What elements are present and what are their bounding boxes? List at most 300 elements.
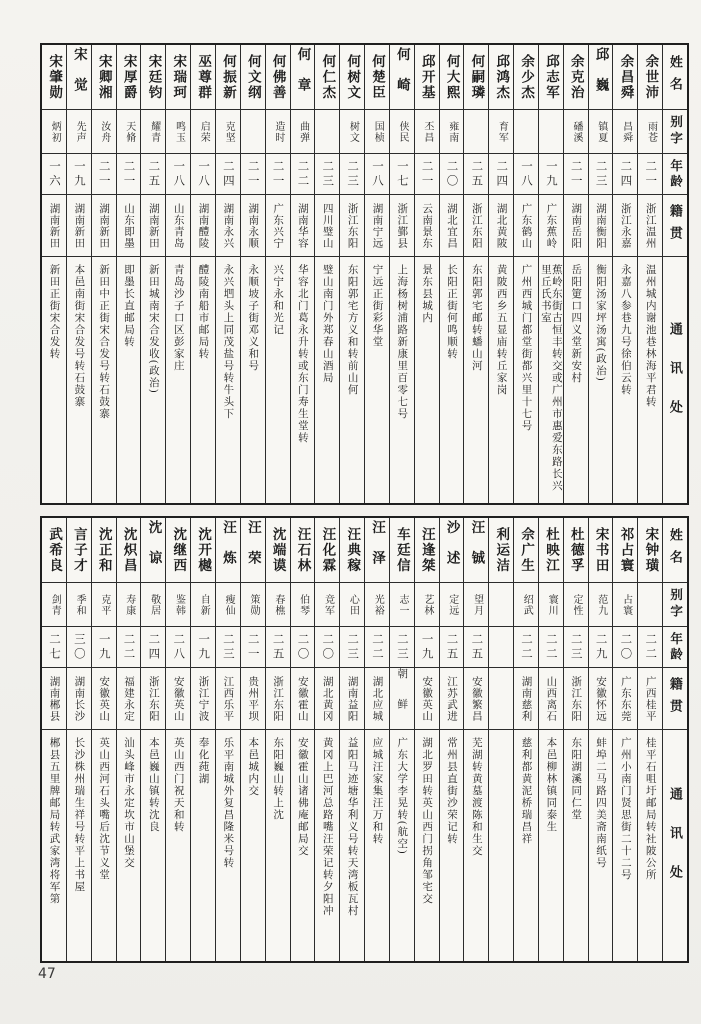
courtesy-text: 天脩	[123, 120, 135, 143]
age-text: 一八	[370, 159, 383, 189]
courtesy-cell	[117, 110, 141, 154]
name-text: 何振新	[220, 53, 236, 101]
origin-text: 山西离石	[545, 675, 557, 722]
origin-text: 湖北应城	[371, 675, 383, 722]
origin-cell	[141, 195, 165, 257]
courtesy-text: 定远	[446, 593, 458, 616]
origin-text: 湖南永顺	[247, 202, 259, 249]
origin-cell	[564, 195, 588, 257]
person-column	[42, 45, 66, 503]
origin-cell	[117, 195, 141, 257]
contact-text: 东阳郭宅方义和转前山何	[346, 264, 358, 396]
courtesy-cell	[216, 110, 240, 154]
contact-text: 英山西门祝天和转	[172, 737, 184, 833]
age-cell	[117, 627, 141, 668]
origin-text: 广东蕉岭	[545, 202, 557, 249]
courtesy-text: 占寰	[620, 593, 632, 616]
person-column	[612, 518, 637, 961]
person-column	[140, 45, 165, 503]
name-cell	[241, 45, 265, 110]
age-text: 二三	[594, 159, 607, 189]
contact-cell	[564, 730, 588, 961]
origin-text: 安徽英山	[98, 675, 110, 722]
contact-cell	[440, 730, 464, 961]
person-column	[588, 518, 613, 961]
person-column	[116, 518, 141, 961]
header-contact-cell	[663, 257, 687, 503]
name-text: 汪铖	[469, 519, 485, 581]
courtesy-text: 昌舜	[620, 120, 632, 143]
header-age-text: 年龄	[668, 631, 683, 663]
courtesy-cell	[67, 110, 91, 154]
contact-text: 英山西河石头嘴后沈节义堂	[98, 737, 110, 881]
person-column	[290, 518, 315, 961]
person-column	[637, 45, 662, 503]
name-cell	[315, 45, 339, 110]
origin-text: 安徽怀远	[595, 675, 607, 722]
age-text: 三〇	[72, 632, 85, 662]
person-column	[414, 45, 439, 503]
courtesy-text: 鉴韩	[173, 593, 185, 616]
origin-cell	[415, 668, 439, 730]
name-text: 汪典稼	[345, 526, 361, 574]
contact-text: 应城汪家集汪万和转	[371, 737, 383, 845]
header-courtesy-cell	[663, 583, 687, 627]
name-cell	[42, 518, 66, 583]
name-text: 邱巍	[593, 46, 609, 108]
contact-text: 岳阳筻口四义堂新安村	[570, 264, 582, 384]
courtesy-text: 自新	[198, 593, 210, 616]
person-column	[439, 518, 464, 961]
courtesy-text: 竞军	[322, 593, 334, 616]
courtesy-text: 伯琴	[297, 593, 309, 616]
age-text: 二二	[296, 159, 309, 189]
age-cell	[216, 154, 240, 195]
name-text: 汪逢桀	[419, 526, 435, 574]
age-text: 二一	[420, 159, 433, 189]
person-column	[240, 45, 265, 503]
header-column	[662, 45, 687, 503]
name-text: 汪荣	[245, 519, 261, 581]
person-column	[290, 45, 315, 503]
courtesy-cell	[241, 583, 265, 627]
contact-cell	[92, 730, 116, 961]
origin-cell	[291, 195, 315, 257]
courtesy-text: 敬居	[148, 593, 160, 616]
age-cell	[266, 154, 290, 195]
origin-cell	[539, 195, 563, 257]
name-cell	[638, 45, 662, 110]
contact-text: 安徽霍山诸佛庵邮局交	[296, 737, 308, 857]
contact-cell	[514, 730, 538, 961]
contact-cell	[340, 257, 364, 503]
person-column	[215, 45, 240, 503]
courtesy-text: 绍武	[521, 593, 533, 616]
origin-text: 山东青岛	[172, 202, 184, 249]
contact-text: 上海杨树浦路新康里百零七号	[396, 264, 408, 420]
origin-cell	[514, 195, 538, 257]
origin-text: 贵州平坝	[247, 675, 259, 722]
person-column	[513, 518, 538, 961]
age-text: 二〇	[619, 632, 632, 662]
name-cell	[92, 518, 116, 583]
name-text: 邱开基	[419, 53, 435, 101]
header-courtesy-cell	[663, 110, 687, 154]
name-cell	[638, 518, 662, 583]
origin-text: 湖南衡阳	[595, 202, 607, 249]
origin-text: 湖南新田	[147, 202, 159, 249]
age-text: 一九	[72, 159, 85, 189]
origin-text: 安徽英山	[421, 675, 433, 722]
courtesy-cell	[539, 583, 563, 627]
contact-cell	[191, 730, 215, 961]
age-cell	[390, 154, 414, 195]
name-text: 沈炽昌	[121, 526, 137, 574]
name-cell	[141, 45, 165, 110]
name-text: 佘广生	[519, 526, 535, 574]
age-cell	[464, 154, 488, 195]
person-column	[265, 45, 290, 503]
age-cell	[315, 154, 339, 195]
contact-cell	[266, 730, 290, 961]
name-text: 巫尊群	[196, 53, 212, 101]
contact-text: 本邑南街宋合发号转石鼓寨	[73, 264, 85, 408]
courtesy-text: 志一	[397, 593, 409, 616]
contact-cell	[266, 257, 290, 503]
name-cell	[365, 45, 389, 110]
name-cell	[390, 45, 414, 110]
age-cell	[613, 154, 637, 195]
courtesy-text: 克坚	[223, 120, 235, 143]
name-cell	[589, 45, 613, 110]
courtesy-cell	[340, 110, 364, 154]
name-cell	[266, 518, 290, 583]
age-cell	[539, 154, 563, 195]
courtesy-text: 育军	[496, 120, 508, 143]
person-column	[165, 518, 190, 961]
contact-text: 慈利都黄泥桥瑞昌祥	[520, 737, 532, 845]
person-column	[265, 518, 290, 961]
age-text: 一七	[395, 159, 408, 189]
age-text: 二二	[370, 632, 383, 662]
contact-cell	[216, 730, 240, 961]
courtesy-text: 汝舟	[98, 120, 110, 143]
name-text: 沈正和	[96, 526, 112, 574]
contact-cell	[415, 257, 439, 503]
origin-text: 浙江鄞县	[396, 202, 408, 249]
origin-cell	[440, 668, 464, 730]
courtesy-cell	[191, 110, 215, 154]
person-column	[389, 518, 414, 961]
name-cell	[191, 45, 215, 110]
courtesy-text: 鸣玉	[173, 120, 185, 143]
courtesy-text: 寰川	[546, 593, 558, 616]
name-text: 沈开樾	[196, 526, 212, 574]
age-cell	[564, 154, 588, 195]
contact-cell	[440, 257, 464, 503]
age-cell	[514, 627, 538, 668]
age-text: 一九	[97, 632, 110, 662]
origin-text: 浙江东阳	[272, 675, 284, 722]
name-cell	[141, 518, 165, 583]
origin-text: 浙江东阳	[570, 675, 582, 722]
name-cell	[117, 518, 141, 583]
origin-text: 湖南新田	[73, 202, 85, 249]
name-text: 宋卿湘	[96, 53, 112, 101]
name-text: 沙述	[444, 519, 460, 581]
courtesy-cell	[241, 110, 265, 154]
person-column	[488, 45, 513, 503]
origin-cell	[315, 195, 339, 257]
header-contact-text: 通讯处	[667, 321, 683, 439]
courtesy-text: 望月	[471, 593, 483, 616]
courtesy-cell	[514, 110, 538, 154]
contact-text: 永兴垇头上同茂盐号转牛头下	[222, 264, 234, 420]
contact-cell	[514, 257, 538, 503]
contact-text: 本邑城内交	[247, 737, 259, 797]
contact-cell	[67, 257, 91, 503]
courtesy-cell	[539, 110, 563, 154]
courtesy-cell	[390, 583, 414, 627]
age-text: 一九	[544, 159, 557, 189]
age-text: 二四	[619, 159, 632, 189]
origin-cell	[67, 195, 91, 257]
origin-cell	[489, 195, 513, 257]
courtesy-text: 心田	[347, 593, 359, 616]
origin-text: 湖北黄冈	[321, 675, 333, 722]
origin-cell	[365, 195, 389, 257]
person-column	[190, 518, 215, 961]
origin-text: 广东东莞	[619, 675, 631, 722]
origin-text: 湖南醴陵	[197, 202, 209, 249]
name-text: 余克治	[568, 53, 584, 101]
age-cell	[589, 154, 613, 195]
origin-cell	[117, 668, 141, 730]
contact-cell	[141, 257, 165, 503]
contact-cell	[638, 730, 662, 961]
contact-cell	[291, 257, 315, 503]
origin-cell	[489, 668, 513, 730]
age-text: 二一	[246, 632, 259, 662]
contact-cell	[241, 257, 265, 503]
origin-text: 安徽英山	[172, 675, 184, 722]
age-text: 二五	[147, 159, 160, 189]
age-text: 二一	[122, 159, 135, 189]
name-text: 汪泽	[370, 519, 386, 581]
person-column	[563, 45, 588, 503]
age-text: 二〇	[445, 159, 458, 189]
name-text: 何楚臣	[370, 53, 386, 101]
contact-cell	[589, 730, 613, 961]
person-column	[439, 45, 464, 503]
contact-cell	[42, 257, 66, 503]
name-cell	[291, 45, 315, 110]
age-text: 二二	[644, 632, 657, 662]
age-cell	[241, 627, 265, 668]
courtesy-text: 雨苍	[645, 120, 657, 143]
courtesy-text: 艺林	[421, 593, 433, 616]
origin-text: 湖北黄陂	[495, 202, 507, 249]
person-column	[637, 518, 662, 961]
courtesy-cell	[415, 583, 439, 627]
name-text: 利运洁	[494, 526, 510, 574]
courtesy-cell	[141, 583, 165, 627]
name-cell	[42, 45, 66, 110]
origin-text: 浙江东阳	[470, 202, 482, 249]
age-text: 二〇	[296, 632, 309, 662]
header-origin-text: 籍贯	[667, 203, 683, 248]
person-column	[538, 45, 563, 503]
name-cell	[613, 518, 637, 583]
age-text: 二五	[470, 159, 483, 189]
header-name-text: 姓名	[667, 55, 683, 99]
person-column	[42, 518, 66, 961]
origin-cell	[141, 668, 165, 730]
courtesy-cell	[564, 583, 588, 627]
courtesy-text: 光裕	[372, 593, 384, 616]
contact-text: 益阳马迹塘华利义号转天湾板瓦村	[346, 737, 358, 917]
name-cell	[440, 518, 464, 583]
contact-text: 本邑巍山镇转沈良	[147, 737, 159, 833]
origin-text: 广东鹤山	[520, 202, 532, 249]
origin-text: 浙江宁波	[197, 675, 209, 722]
contact-text: 衡阳汤家坪汤寓(政治)	[595, 264, 607, 382]
name-cell	[589, 518, 613, 583]
name-text: 何大熙	[444, 53, 460, 101]
contact-text: 广州小南门贤思街二十二号	[619, 737, 631, 881]
courtesy-cell	[514, 583, 538, 627]
person-column	[538, 518, 563, 961]
origin-text: 浙江东阳	[147, 675, 159, 722]
origin-text: 安徽繁昌	[470, 675, 482, 722]
courtesy-cell	[266, 110, 290, 154]
contact-text: 长沙株州瑞生祥号转平上书屋	[73, 737, 85, 893]
origin-text: 湖南益阳	[346, 675, 358, 722]
contact-text: 蕉岭东街古恒丰转交或广州市惠爱东路长兴里丘氏书室	[539, 264, 562, 492]
header-origin-cell	[663, 195, 687, 257]
origin-cell	[613, 668, 637, 730]
age-cell	[415, 627, 439, 668]
contact-text: 黄陂西乡五显庙转丘家岗	[495, 264, 507, 396]
name-cell	[92, 45, 116, 110]
age-text: 二三	[346, 159, 359, 189]
age-cell	[440, 627, 464, 668]
name-text: 余昌舜	[618, 53, 634, 101]
age-cell	[42, 154, 66, 195]
origin-cell	[166, 668, 190, 730]
contact-cell	[117, 730, 141, 961]
origin-cell	[440, 195, 464, 257]
person-column	[364, 518, 389, 961]
contact-cell	[365, 257, 389, 503]
age-cell	[291, 627, 315, 668]
contact-cell	[67, 730, 91, 961]
courtesy-cell	[291, 583, 315, 627]
age-text: 二一	[97, 159, 110, 189]
name-text: 言子才	[71, 526, 87, 574]
header-column	[662, 518, 687, 961]
person-column	[314, 518, 339, 961]
courtesy-text: 季和	[74, 593, 86, 616]
age-cell	[390, 627, 414, 668]
person-column	[364, 45, 389, 503]
age-cell	[92, 154, 116, 195]
header-origin-text: 籍贯	[667, 676, 683, 721]
age-cell	[67, 154, 91, 195]
contact-cell	[42, 730, 66, 961]
person-column	[240, 518, 265, 961]
courtesy-cell	[638, 110, 662, 154]
person-column	[190, 45, 215, 503]
name-cell	[415, 45, 439, 110]
header-origin-cell	[663, 668, 687, 730]
courtesy-cell	[613, 583, 637, 627]
contact-text: 新田中正街宋合发号转石鼓寨	[98, 264, 110, 420]
origin-cell	[216, 195, 240, 257]
name-cell	[67, 518, 91, 583]
origin-cell	[390, 668, 414, 730]
courtesy-cell	[315, 110, 339, 154]
age-text: 一六	[48, 159, 61, 189]
header-name-text: 姓名	[667, 528, 683, 572]
age-text: 二七	[48, 632, 61, 662]
origin-text: 浙江温州	[644, 202, 656, 249]
courtesy-cell	[166, 583, 190, 627]
age-cell	[589, 627, 613, 668]
age-cell	[191, 627, 215, 668]
courtesy-text: 侠民	[397, 120, 409, 143]
name-text: 宋瑞珂	[171, 53, 187, 101]
contact-cell	[117, 257, 141, 503]
contact-text: 奉化莼湖	[197, 737, 209, 785]
age-cell	[191, 154, 215, 195]
courtesy-text: 造时	[272, 120, 284, 143]
name-text: 祁占寰	[618, 526, 634, 574]
age-text: 二五	[470, 632, 483, 662]
contact-cell	[315, 257, 339, 503]
name-text: 何崎	[394, 46, 410, 108]
contact-text: 华容北门葛永升转或东门寿生堂转	[296, 264, 308, 444]
header-name-cell	[663, 518, 687, 583]
origin-cell	[241, 668, 265, 730]
person-column	[314, 45, 339, 503]
contact-text: 兴宁永和光记	[272, 264, 284, 336]
courtesy-cell	[415, 110, 439, 154]
courtesy-cell	[489, 583, 513, 627]
age-text: 二九	[594, 632, 607, 662]
name-text: 汪化霖	[320, 526, 336, 574]
courtesy-cell	[141, 110, 165, 154]
age-cell	[489, 154, 513, 195]
name-cell	[166, 45, 190, 110]
person-column	[140, 518, 165, 961]
name-cell	[489, 45, 513, 110]
origin-text: 朝鲜	[396, 668, 408, 729]
origin-text: 湖南宁远	[371, 202, 383, 249]
contact-cell	[216, 257, 240, 503]
age-text: 二二	[544, 632, 557, 662]
origin-text: 湖南岳阳	[570, 202, 582, 249]
contact-text: 醴陵南船市邮局转	[197, 264, 209, 360]
age-cell	[514, 154, 538, 195]
courtesy-cell	[191, 583, 215, 627]
courtesy-cell	[638, 583, 662, 627]
age-cell	[291, 154, 315, 195]
header-contact-cell	[663, 730, 687, 961]
person-column	[389, 45, 414, 503]
header-courtesy-text: 别字	[668, 115, 683, 148]
age-cell	[539, 627, 563, 668]
